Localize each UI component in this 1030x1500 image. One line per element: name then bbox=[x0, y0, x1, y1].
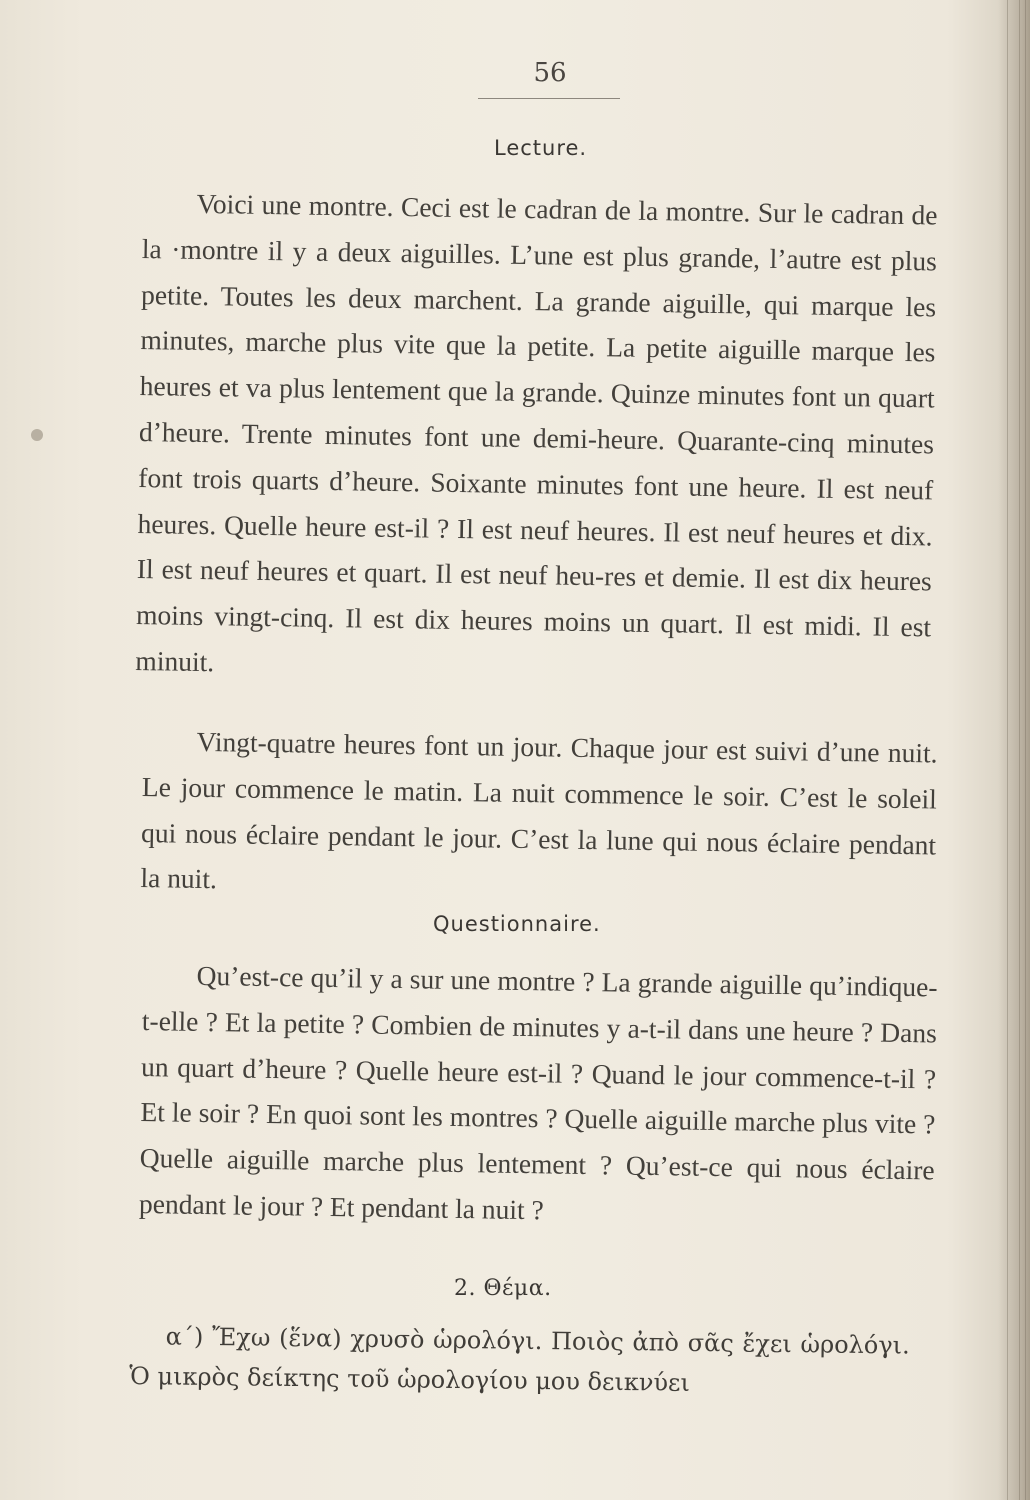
thema-paragraph: α΄) Ἔχω (ἕνα) χρυσὸ ὡρολόγι. Ποιὸς ἀπὸ σᾶς ἔχει ὡρολόγι. Ὁ μικρὸς δείκτης τοῦ ὡρολογίου μου δεικνύει bbox=[129, 1322, 910, 1397]
page-edge-line bbox=[1007, 0, 1008, 1500]
lecture-paragraph-2: Vingt-quatre heures font un jour. Chaque jour est suivi d’une nuit. Le jour commence le matin. La nuit commence le soir. C’est le soleil qui nous éclaire pendant le jour. C’est la lune qui nous éclaire pendant la nuit. bbox=[140, 725, 938, 895]
questionnaire-paragraph: Qu’est-ce qu’il y a sur une montre ? La grande aiguille qu’indique-t-elle ? Et la petite ? Combien de minutes y a-t-il dans une heure ? Dans un quart d’heure ? Quelle heure est-il ? Quand le jour commence-t-il ? Et le soir ? En quoi sont les montres ? Quelle aiguille marche plus vite ? Quelle aiguille marche plus lentement ? Qu’est-ce qui nous éclaire pendant le jour ? Et pendant la nuit ? bbox=[138, 959, 938, 1226]
page-edge-line bbox=[1025, 0, 1026, 1500]
page-number: 56 bbox=[533, 58, 567, 88]
lecture-paragraph-1: Voici une montre. Ceci est le cadran de la montre. Sur le cadran de la ·montre il y a deux aiguilles. L’une est plus grande, l’autre est plus petite. Toutes les deux marchent. La grande aiguille, qui marque les minutes, marche plus vite que la petite. La petite aiguille marque les heures et va plus lentement que la grande. Quinze minutes font un quart d’heure. Trente minutes font une demi-heure. Quarante-cinq minutes font trois quarts d’heure. Soixante minutes font une heure. Il est neuf heures. Quelle heure est-il ? Il est neuf heures. Il est neuf heures et dix. Il est neuf heures et quart. Il est neuf heu-res et demie. Il est dix heures moins vingt-cinq. Il est dix heures moins un quart. Il est midi. Il est minuit. bbox=[135, 187, 938, 678]
questionnaire-heading: Questionnaire. bbox=[433, 912, 601, 936]
page-number-rule bbox=[478, 98, 620, 99]
page-edge-line bbox=[1019, 0, 1020, 1500]
paper-blemish bbox=[31, 429, 43, 441]
thema-heading: 2. Θέμα. bbox=[454, 1276, 552, 1301]
lecture-heading: Lecture. bbox=[494, 136, 588, 160]
